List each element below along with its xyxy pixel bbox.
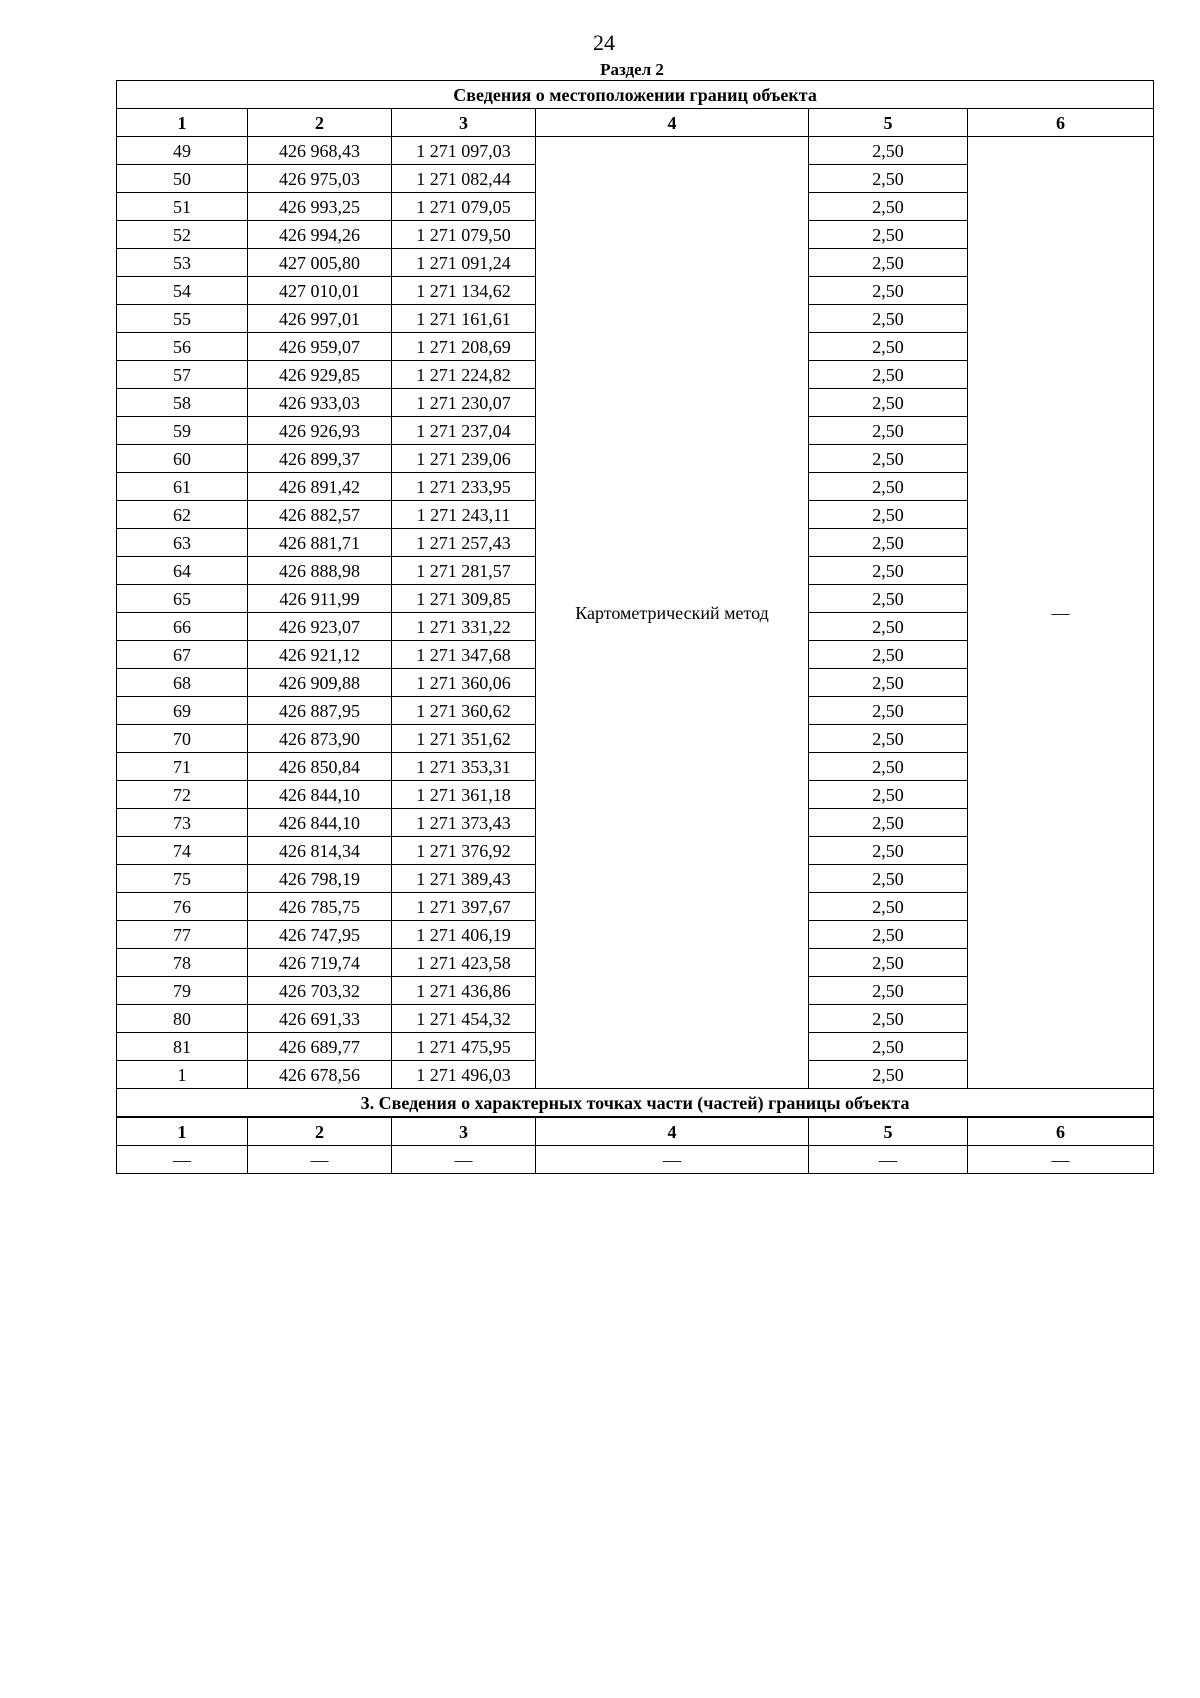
point-number: 55 [117, 305, 248, 333]
coord-y: 1 271 361,18 [392, 781, 536, 809]
point-number: 59 [117, 417, 248, 445]
section3-value: — [248, 1146, 392, 1174]
coord-y: 1 271 079,50 [392, 221, 536, 249]
coord-x: 426 747,95 [248, 921, 392, 949]
column-header: 2 [248, 109, 392, 137]
table-title: Сведения о местоположении границ объекта [117, 81, 1154, 109]
accuracy: 2,50 [809, 585, 968, 613]
point-number: 81 [117, 1033, 248, 1061]
boundary-table [116, 80, 1154, 1174]
coord-y: 1 271 389,43 [392, 865, 536, 893]
section3-values-row [117, 1146, 1154, 1174]
coord-y: 1 271 454,32 [392, 1005, 536, 1033]
coord-y: 1 271 082,44 [392, 165, 536, 193]
coord-x: 426 689,77 [248, 1033, 392, 1061]
point-number: 56 [117, 333, 248, 361]
coord-y: 1 271 097,03 [392, 137, 536, 165]
column-header: 1 [117, 109, 248, 137]
point-number: 63 [117, 529, 248, 557]
coord-y: 1 271 230,07 [392, 389, 536, 417]
point-number: 53 [117, 249, 248, 277]
accuracy: 2,50 [809, 165, 968, 193]
point-number: 51 [117, 193, 248, 221]
column-header-row [117, 109, 1154, 137]
accuracy: 2,50 [809, 781, 968, 809]
coord-x: 426 909,88 [248, 669, 392, 697]
column-header: 4 [536, 109, 809, 137]
point-number: 54 [117, 277, 248, 305]
point-number: 77 [117, 921, 248, 949]
accuracy: 2,50 [809, 613, 968, 641]
coord-x: 426 678,56 [248, 1061, 392, 1089]
coord-x: 426 933,03 [248, 389, 392, 417]
col6-cell: — [968, 137, 1154, 1089]
coord-y: 1 271 360,62 [392, 697, 536, 725]
point-number: 72 [117, 781, 248, 809]
coord-y: 1 271 243,11 [392, 501, 536, 529]
accuracy: 2,50 [809, 1005, 968, 1033]
point-number: 1 [117, 1061, 248, 1089]
accuracy: 2,50 [809, 417, 968, 445]
coord-x: 426 997,01 [248, 305, 392, 333]
point-number: 71 [117, 753, 248, 781]
coord-y: 1 271 423,58 [392, 949, 536, 977]
coord-y: 1 271 397,67 [392, 893, 536, 921]
accuracy: 2,50 [809, 529, 968, 557]
accuracy: 2,50 [809, 221, 968, 249]
coord-y: 1 271 331,22 [392, 613, 536, 641]
coord-y: 1 271 237,04 [392, 417, 536, 445]
section3-value: — [536, 1146, 809, 1174]
coord-y: 1 271 208,69 [392, 333, 536, 361]
coord-x: 426 888,98 [248, 557, 392, 585]
coord-y: 1 271 091,24 [392, 249, 536, 277]
point-number: 61 [117, 473, 248, 501]
coord-x: 426 844,10 [248, 781, 392, 809]
coord-y: 1 271 309,85 [392, 585, 536, 613]
accuracy: 2,50 [809, 697, 968, 725]
accuracy: 2,50 [809, 921, 968, 949]
coord-x: 426 844,10 [248, 809, 392, 837]
accuracy: 2,50 [809, 809, 968, 837]
coord-x: 426 814,34 [248, 837, 392, 865]
point-number: 52 [117, 221, 248, 249]
coord-x: 426 798,19 [248, 865, 392, 893]
accuracy: 2,50 [809, 949, 968, 977]
coord-x: 426 882,57 [248, 501, 392, 529]
coord-x: 426 911,99 [248, 585, 392, 613]
point-number: 62 [117, 501, 248, 529]
point-number: 67 [117, 641, 248, 669]
table-row [117, 137, 1154, 165]
coord-x: 426 975,03 [248, 165, 392, 193]
coord-y: 1 271 373,43 [392, 809, 536, 837]
section3-column-header: 6 [968, 1117, 1154, 1146]
accuracy: 2,50 [809, 361, 968, 389]
accuracy: 2,50 [809, 193, 968, 221]
point-number: 57 [117, 361, 248, 389]
section3-column-header: 3 [392, 1117, 536, 1146]
accuracy: 2,50 [809, 977, 968, 1005]
point-number: 66 [117, 613, 248, 641]
coord-x: 426 891,42 [248, 473, 392, 501]
coord-x: 427 005,80 [248, 249, 392, 277]
coord-x: 426 785,75 [248, 893, 392, 921]
accuracy: 2,50 [809, 865, 968, 893]
coord-x: 426 921,12 [248, 641, 392, 669]
page-number: 24 [593, 30, 615, 55]
point-number: 58 [117, 389, 248, 417]
section3-value: — [392, 1146, 536, 1174]
point-number: 50 [117, 165, 248, 193]
section3-value: — [117, 1146, 248, 1174]
accuracy: 2,50 [809, 389, 968, 417]
point-number: 70 [117, 725, 248, 753]
point-number: 65 [117, 585, 248, 613]
accuracy: 2,50 [809, 137, 968, 165]
section3-value: — [968, 1146, 1154, 1174]
point-number: 76 [117, 893, 248, 921]
coord-y: 1 271 239,06 [392, 445, 536, 473]
section3-column-header: 5 [809, 1117, 968, 1146]
method-cell: Картометрический метод [536, 137, 809, 1089]
coord-y: 1 271 436,86 [392, 977, 536, 1005]
point-number: 69 [117, 697, 248, 725]
section3-column-header: 4 [536, 1117, 809, 1146]
accuracy: 2,50 [809, 305, 968, 333]
column-header: 3 [392, 109, 536, 137]
coord-x: 427 010,01 [248, 277, 392, 305]
coord-x: 426 959,07 [248, 333, 392, 361]
coord-x: 426 703,32 [248, 977, 392, 1005]
point-number: 75 [117, 865, 248, 893]
coord-y: 1 271 224,82 [392, 361, 536, 389]
accuracy: 2,50 [809, 249, 968, 277]
coord-x: 426 881,71 [248, 529, 392, 557]
point-number: 64 [117, 557, 248, 585]
accuracy: 2,50 [809, 445, 968, 473]
accuracy: 2,50 [809, 277, 968, 305]
accuracy: 2,50 [809, 557, 968, 585]
point-number: 74 [117, 837, 248, 865]
accuracy: 2,50 [809, 473, 968, 501]
accuracy: 2,50 [809, 333, 968, 361]
coord-x: 426 873,90 [248, 725, 392, 753]
section3-header-row [117, 1117, 1154, 1146]
point-number: 68 [117, 669, 248, 697]
coord-y: 1 271 360,06 [392, 669, 536, 697]
coord-x: 426 993,25 [248, 193, 392, 221]
coord-y: 1 271 351,62 [392, 725, 536, 753]
coord-y: 1 271 496,03 [392, 1061, 536, 1089]
accuracy: 2,50 [809, 1033, 968, 1061]
coord-y: 1 271 281,57 [392, 557, 536, 585]
coord-x: 426 719,74 [248, 949, 392, 977]
section3-column-header: 1 [117, 1117, 248, 1146]
accuracy: 2,50 [809, 753, 968, 781]
coord-x: 426 929,85 [248, 361, 392, 389]
coord-y: 1 271 161,61 [392, 305, 536, 333]
coord-y: 1 271 406,19 [392, 921, 536, 949]
coord-x: 426 923,07 [248, 613, 392, 641]
coord-x: 426 850,84 [248, 753, 392, 781]
column-header: 5 [809, 109, 968, 137]
point-number: 79 [117, 977, 248, 1005]
coord-x: 426 968,43 [248, 137, 392, 165]
point-number: 73 [117, 809, 248, 837]
point-number: 78 [117, 949, 248, 977]
coord-x: 426 887,95 [248, 697, 392, 725]
coord-y: 1 271 347,68 [392, 641, 536, 669]
coord-y: 1 271 134,62 [392, 277, 536, 305]
point-number: 80 [117, 1005, 248, 1033]
accuracy: 2,50 [809, 669, 968, 697]
section3-title: 3. Сведения о характерных точках части (частей) границы объекта [117, 1089, 1154, 1118]
section3-column-header: 2 [248, 1117, 392, 1146]
coord-y: 1 271 257,43 [392, 529, 536, 557]
accuracy: 2,50 [809, 837, 968, 865]
coord-y: 1 271 233,95 [392, 473, 536, 501]
coord-x: 426 926,93 [248, 417, 392, 445]
section-title: Раздел 2 [600, 60, 664, 79]
coord-y: 1 271 376,92 [392, 837, 536, 865]
section3-value: — [809, 1146, 968, 1174]
column-header: 6 [968, 109, 1154, 137]
coord-x: 426 899,37 [248, 445, 392, 473]
accuracy: 2,50 [809, 641, 968, 669]
coord-x: 426 994,26 [248, 221, 392, 249]
coord-y: 1 271 475,95 [392, 1033, 536, 1061]
coord-y: 1 271 353,31 [392, 753, 536, 781]
point-number: 60 [117, 445, 248, 473]
coord-x: 426 691,33 [248, 1005, 392, 1033]
accuracy: 2,50 [809, 1061, 968, 1089]
accuracy: 2,50 [809, 501, 968, 529]
accuracy: 2,50 [809, 893, 968, 921]
point-number: 49 [117, 137, 248, 165]
coord-y: 1 271 079,05 [392, 193, 536, 221]
accuracy: 2,50 [809, 725, 968, 753]
